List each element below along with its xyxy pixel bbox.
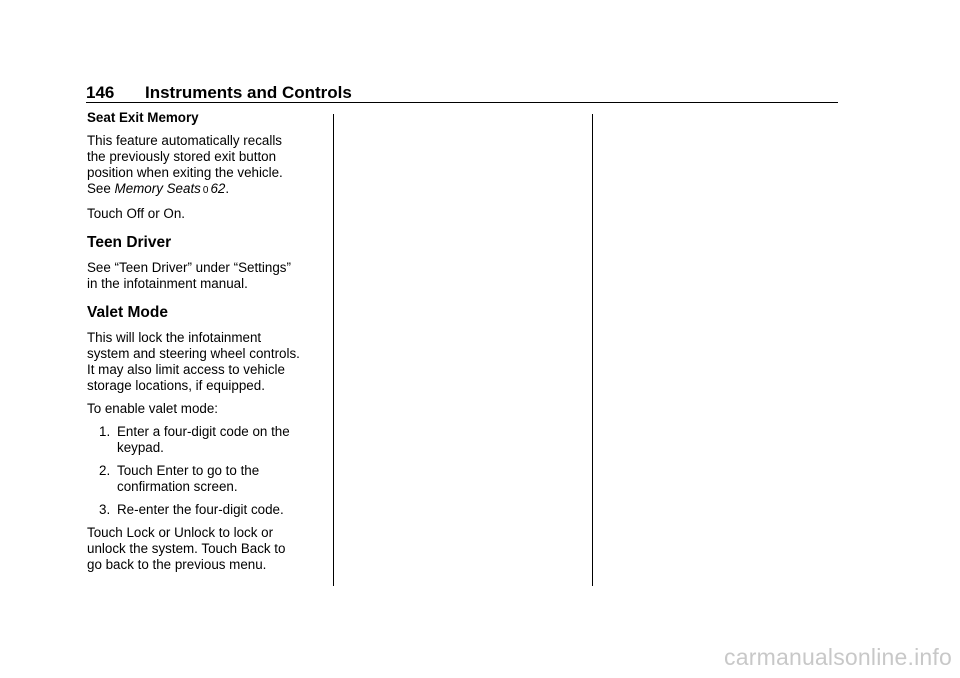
step-number: 2. [99, 463, 111, 478]
text-line: unlock the system. Touch Back to [87, 541, 286, 556]
column-divider-2 [592, 114, 593, 586]
valet-mode-description [87, 330, 327, 394]
text-line: Touch Enter to go to the [117, 463, 260, 478]
watermark-text: carmanualsonline.info [724, 644, 952, 670]
content-column-1 [87, 110, 327, 580]
header-rule [86, 102, 838, 103]
seat-exit-memory-description [87, 133, 327, 199]
memory-seats-link[interactable]: Memory Seats [114, 181, 201, 196]
text-line: Re-enter the four-digit code. [117, 502, 284, 517]
valet-mode-steps [87, 424, 327, 518]
text-line: storage locations, if equipped. [87, 378, 265, 393]
seat-exit-memory-heading: Seat Exit Memory [87, 110, 199, 125]
text-line: It may also limit access to vehicle [87, 362, 285, 377]
teen-driver-heading: Teen Driver [87, 234, 172, 251]
text-line: in the infotainment manual. [87, 276, 248, 291]
see-suffix: . [225, 181, 230, 196]
page-number: 146 [86, 83, 115, 102]
text-line: This will lock the infotainment [87, 330, 262, 345]
see-reference-line [87, 181, 327, 199]
text-line: Touch Lock or Unlock to lock or [87, 525, 274, 540]
page-reference-number[interactable]: 62 [210, 181, 226, 196]
step-number: 1. [99, 424, 111, 439]
text-line: the previously stored exit button [87, 149, 277, 164]
text-line: keypad. [117, 440, 164, 455]
text-line: go back to the previous menu. [87, 557, 267, 572]
step-number: 3. [99, 502, 111, 517]
list-item [87, 424, 327, 456]
text-line: system and steering wheel controls. [87, 346, 300, 361]
valet-mode-heading: Valet Mode [87, 304, 168, 321]
page-reference-icon: 0 [202, 185, 209, 196]
text-line: confirmation screen. [117, 479, 238, 494]
text-line: Enter a four-digit code on the [117, 424, 290, 439]
chapter-title: Instruments and Controls [145, 83, 352, 102]
teen-driver-description [87, 260, 327, 292]
list-item [87, 463, 327, 495]
column-divider-1 [333, 114, 334, 586]
list-item [87, 502, 327, 518]
text-line: See “Teen Driver” under “Settings” [87, 260, 291, 275]
valet-mode-closing [87, 525, 327, 573]
text-line: This feature automatically recalls [87, 133, 282, 148]
page-header [86, 83, 838, 103]
valet-mode-enable-intro: To enable valet mode: [87, 401, 219, 416]
seat-exit-memory-touch: Touch Off or On. [87, 206, 185, 221]
text-line: position when exiting the vehicle. [87, 165, 283, 180]
see-prefix: See [87, 181, 115, 196]
